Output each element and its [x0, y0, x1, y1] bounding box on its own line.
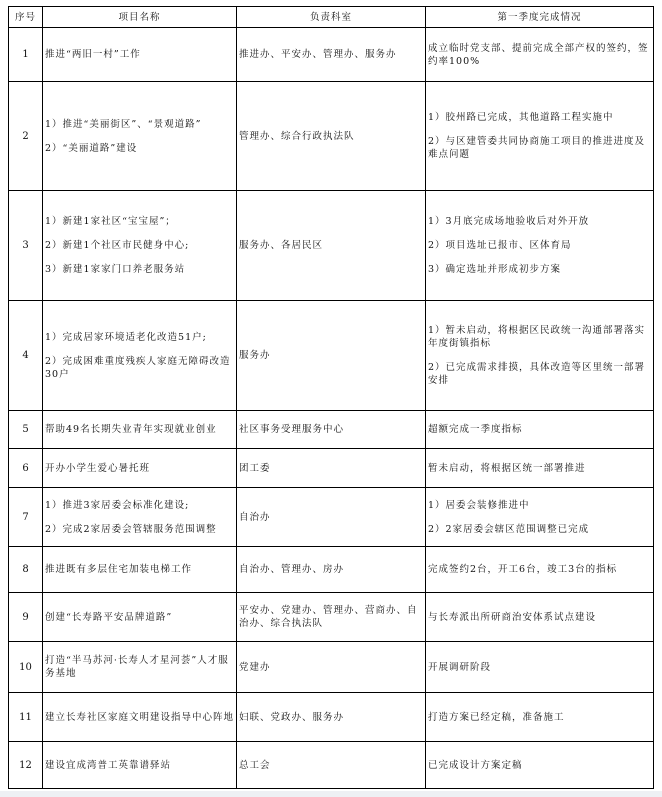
table-row [9, 301, 654, 411]
project-name-cell [43, 693, 237, 742]
cell-line: 社区事务受理服务中心 [239, 424, 345, 435]
row-number: 9 [9, 593, 43, 642]
table-row [9, 642, 654, 693]
project-name-cell [43, 642, 237, 693]
cell-line: 2）与区建管委共同协商施工项目的推进进度及难点问题 [428, 136, 646, 160]
cell-line: 2）完成困难重度残疾人家庭无障碍改造30户 [45, 355, 231, 380]
row-number: 8 [9, 547, 43, 593]
cell-line: 暂未启动，将根据区统一部署推进 [428, 462, 586, 474]
table-row [9, 82, 654, 191]
cell-line: 已完成设计方案定稿 [428, 759, 523, 771]
cell-line: 2）“美丽道路”建设 [45, 142, 138, 154]
table-row [9, 488, 654, 547]
cell-line: 推进既有多层住宅加装电梯工作 [45, 564, 193, 575]
cell-line: 总工会 [239, 759, 271, 771]
cell-line: 1）3月底完成场地验收后对外开放 [428, 216, 590, 227]
cell-line: 建立长寿社区家庭文明建设指导中心阵地 [45, 711, 235, 723]
table-row [9, 547, 654, 593]
cell-line: 1）推进3家居委会标准化建设; [45, 499, 190, 511]
header-project-name: 项目名称 [43, 7, 237, 28]
cell-line: 1）暂未启动，将根据区民政统一沟通部署落实年度街镇指标 [428, 325, 646, 349]
row-number: 3 [9, 191, 43, 301]
row-number: 11 [9, 693, 43, 742]
status-cell [426, 742, 654, 789]
department-cell [237, 642, 426, 693]
status-cell [426, 411, 654, 449]
cell-line: 2）完成2家居委会管辖服务范围调整 [45, 523, 217, 535]
cell-line: 建设宜成湾普工英靠谱驿站 [45, 759, 172, 771]
cell-line: 1）胶州路已完成，其他道路工程实施中 [428, 112, 614, 123]
department-cell [237, 301, 426, 411]
department-cell [237, 411, 426, 449]
cell-line: 2）已完成需求排摸，具体改造等区里统一部署安排 [428, 362, 646, 386]
cell-line: 1）完成居家环境适老化改造51户; [45, 331, 207, 343]
department-cell [237, 28, 426, 82]
table-row [9, 449, 654, 488]
cell-line: 2）新建1个社区市民健身中心; [45, 240, 190, 251]
cell-line: 管理办、综合行政执法队 [239, 130, 355, 142]
status-cell [426, 82, 654, 191]
department-cell [237, 742, 426, 789]
cell-line: 打造方案已经定稿，准备施工 [428, 711, 565, 723]
cell-line: 超额完成一季度指标 [428, 424, 523, 435]
department-cell [237, 547, 426, 593]
status-cell [426, 593, 654, 642]
cell-line: 服务办、各居民区 [239, 240, 324, 251]
table-row [9, 191, 654, 301]
table-row [9, 742, 654, 789]
header-no: 序号 [9, 7, 43, 28]
project-name-cell [43, 742, 237, 789]
cell-line: 妇联、党政办、服务办 [239, 711, 345, 723]
row-number: 6 [9, 449, 43, 488]
cell-line: 成立临时党支部、提前完成全部产权的签约，签约率100% [428, 42, 649, 67]
row-number: 7 [9, 488, 43, 547]
project-name-cell [43, 411, 237, 449]
cell-line: 推进办、平安办、管理办、服务办 [239, 49, 397, 60]
project-name-cell [43, 191, 237, 301]
header-row [9, 7, 654, 28]
cell-line: 帮助49名长期失业青年实现就业创业 [45, 424, 217, 435]
department-cell [237, 488, 426, 547]
row-number: 1 [9, 28, 43, 82]
department-cell [237, 449, 426, 488]
row-number: 2 [9, 82, 43, 191]
department-cell [237, 191, 426, 301]
status-cell [426, 642, 654, 693]
cell-line: 自治办、管理办、房办 [239, 564, 345, 575]
cell-line: 3）新建1家家门口养老服务站 [45, 264, 186, 275]
status-cell [426, 301, 654, 411]
project-name-cell [43, 593, 237, 642]
cell-line: 3）确定选址并形成初步方案 [428, 264, 562, 275]
cell-line: 开展调研阶段 [428, 661, 492, 673]
cell-line: 自治办 [239, 511, 271, 523]
cell-line: 创建“长寿路平安品牌道路” [45, 611, 173, 623]
cell-line: 服务办 [239, 350, 271, 361]
cell-line: 平安办、党建办、管理办、营商办、自治办、综合执法队 [239, 605, 418, 629]
status-cell [426, 488, 654, 547]
project-name-cell [43, 301, 237, 411]
project-name-cell [43, 28, 237, 82]
row-number: 12 [9, 742, 43, 789]
table-row [9, 411, 654, 449]
cell-line: 2）2家居委会辖区范围调整已完成 [428, 523, 590, 535]
row-number: 4 [9, 301, 43, 411]
table-row [9, 693, 654, 742]
department-cell [237, 693, 426, 742]
project-name-cell [43, 547, 237, 593]
cell-line: 团工委 [239, 462, 271, 474]
cell-line: 党建办 [239, 661, 271, 673]
bottom-strip [0, 791, 662, 797]
department-cell [237, 593, 426, 642]
cell-line: 1）推进“美丽街区”、“景观道路” [45, 118, 202, 130]
status-cell [426, 191, 654, 301]
cell-line: 1）新建1家社区“宝宝屋”； [45, 216, 176, 227]
status-cell [426, 693, 654, 742]
cell-line: 开办小学生爱心暑托班 [45, 462, 151, 474]
cell-line: 完成签约2台，开工6台，竣工3台的指标 [428, 564, 618, 575]
status-cell [426, 547, 654, 593]
cell-line: 推进“两旧一村”工作 [45, 49, 141, 60]
header-q1-status: 第一季度完成情况 [426, 7, 654, 28]
project-progress-table [8, 6, 654, 789]
table-row [9, 28, 654, 82]
header-department: 负责科室 [237, 7, 426, 28]
project-name-cell [43, 449, 237, 488]
cell-line: 2）项目选址已报市、区体育局 [428, 240, 572, 251]
status-cell [426, 28, 654, 82]
table-row [9, 593, 654, 642]
cell-line: 打造“半马苏河·长寿人才星河荟”人才服务基地 [45, 655, 229, 679]
status-cell [426, 449, 654, 488]
department-cell [237, 82, 426, 191]
cell-line: 与长寿派出所研商治安体系试点建设 [428, 611, 597, 623]
row-number: 5 [9, 411, 43, 449]
project-name-cell [43, 488, 237, 547]
cell-line: 1）居委会装修推进中 [428, 499, 530, 511]
project-name-cell [43, 82, 237, 191]
row-number: 10 [9, 642, 43, 693]
